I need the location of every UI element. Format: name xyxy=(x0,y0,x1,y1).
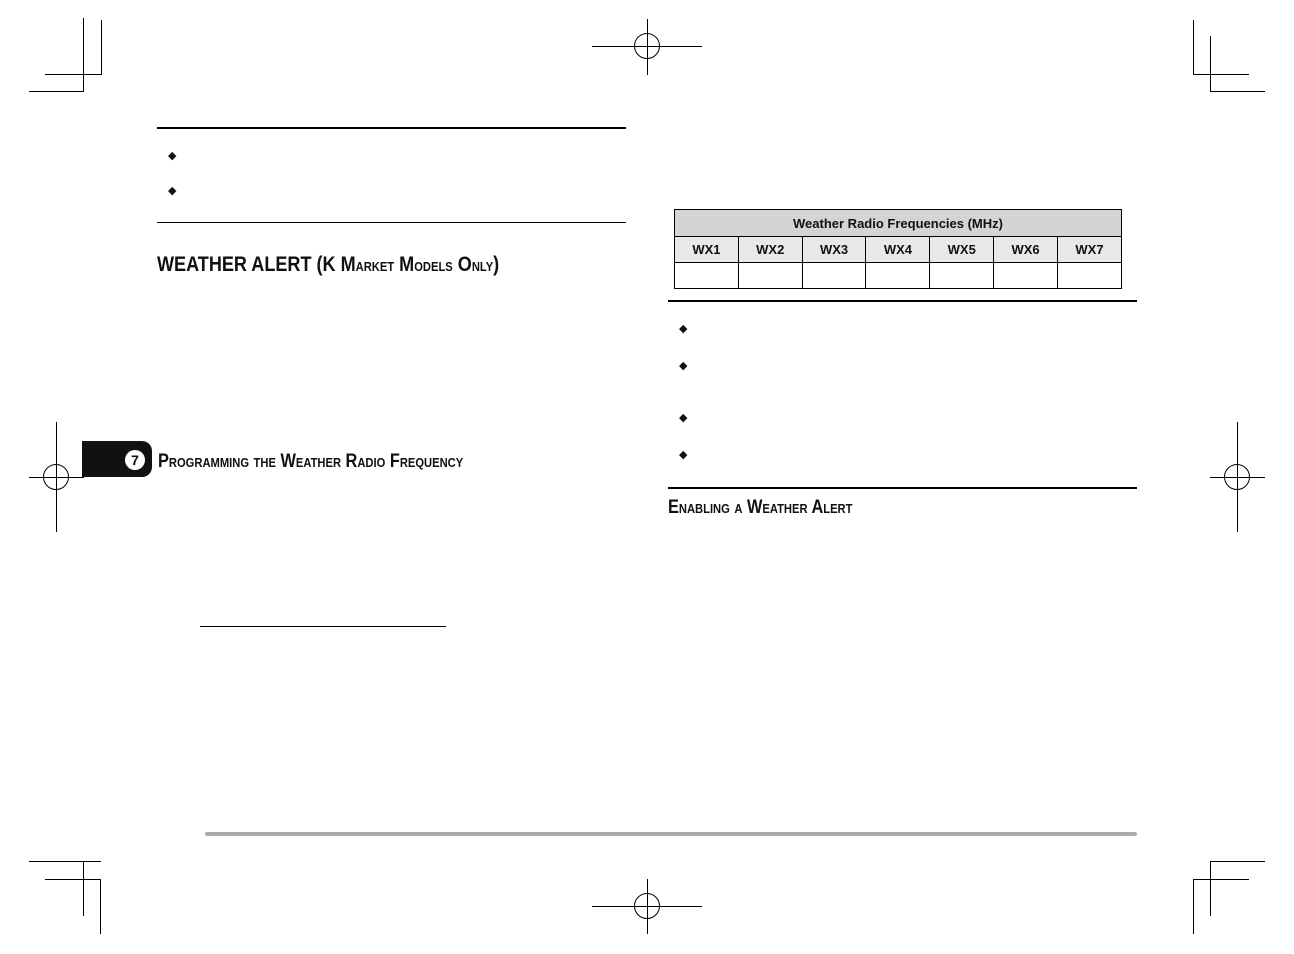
table-cell xyxy=(994,263,1058,289)
crop-mark xyxy=(83,18,84,91)
underline-rule xyxy=(200,626,446,627)
footer-rule xyxy=(205,832,1137,836)
weather-frequency-table xyxy=(674,209,1122,289)
weather-alert-heading: WEATHER ALERT (K Market Models Only) xyxy=(157,253,500,276)
column-header: WX6 xyxy=(994,237,1058,263)
table-caption: Weather Radio Frequencies (MHz) xyxy=(675,210,1122,237)
column-header: WX3 xyxy=(802,237,866,263)
column-header: WX7 xyxy=(1057,237,1121,263)
section-rule xyxy=(668,300,1137,302)
crop-mark xyxy=(1210,861,1211,916)
bullet-marker: ◆ xyxy=(168,185,177,197)
registration-circle xyxy=(43,464,69,490)
crop-mark xyxy=(1193,879,1194,934)
crop-mark xyxy=(45,74,101,75)
crop-mark xyxy=(1193,879,1249,880)
bullet-marker: ◆ xyxy=(168,150,177,162)
crop-mark xyxy=(101,20,102,75)
column-header: WX5 xyxy=(930,237,994,263)
registration-circle xyxy=(1224,464,1250,490)
table-cell xyxy=(802,263,866,289)
crop-mark xyxy=(1193,20,1194,75)
column-header: WX1 xyxy=(675,237,739,263)
section-rule xyxy=(157,127,626,129)
registration-circle xyxy=(634,33,660,59)
bullet-marker: ◆ xyxy=(679,323,688,335)
crop-mark xyxy=(83,861,84,916)
crop-mark xyxy=(1210,861,1265,862)
crop-mark xyxy=(45,879,101,880)
crop-mark xyxy=(29,861,101,862)
programming-heading: Programming the Weather Radio Frequency xyxy=(158,451,464,472)
table-cell xyxy=(1057,263,1121,289)
section-rule xyxy=(668,487,1137,489)
table-cell xyxy=(866,263,930,289)
crop-mark xyxy=(1210,91,1265,92)
table-cell xyxy=(738,263,802,289)
crop-mark xyxy=(1210,36,1211,91)
chapter-number: 7 xyxy=(125,450,145,470)
table-cell xyxy=(930,263,994,289)
crop-mark xyxy=(1193,74,1249,75)
crop-mark xyxy=(29,91,84,92)
section-rule xyxy=(157,222,626,223)
bullet-marker: ◆ xyxy=(679,412,688,424)
bullet-marker: ◆ xyxy=(679,449,688,461)
table-cell xyxy=(675,263,739,289)
bullet-marker: ◆ xyxy=(679,360,688,372)
enabling-heading: Enabling a Weather Alert xyxy=(668,497,853,518)
column-header: WX2 xyxy=(738,237,802,263)
registration-circle xyxy=(634,893,660,919)
column-header: WX4 xyxy=(866,237,930,263)
crop-mark xyxy=(100,879,101,934)
